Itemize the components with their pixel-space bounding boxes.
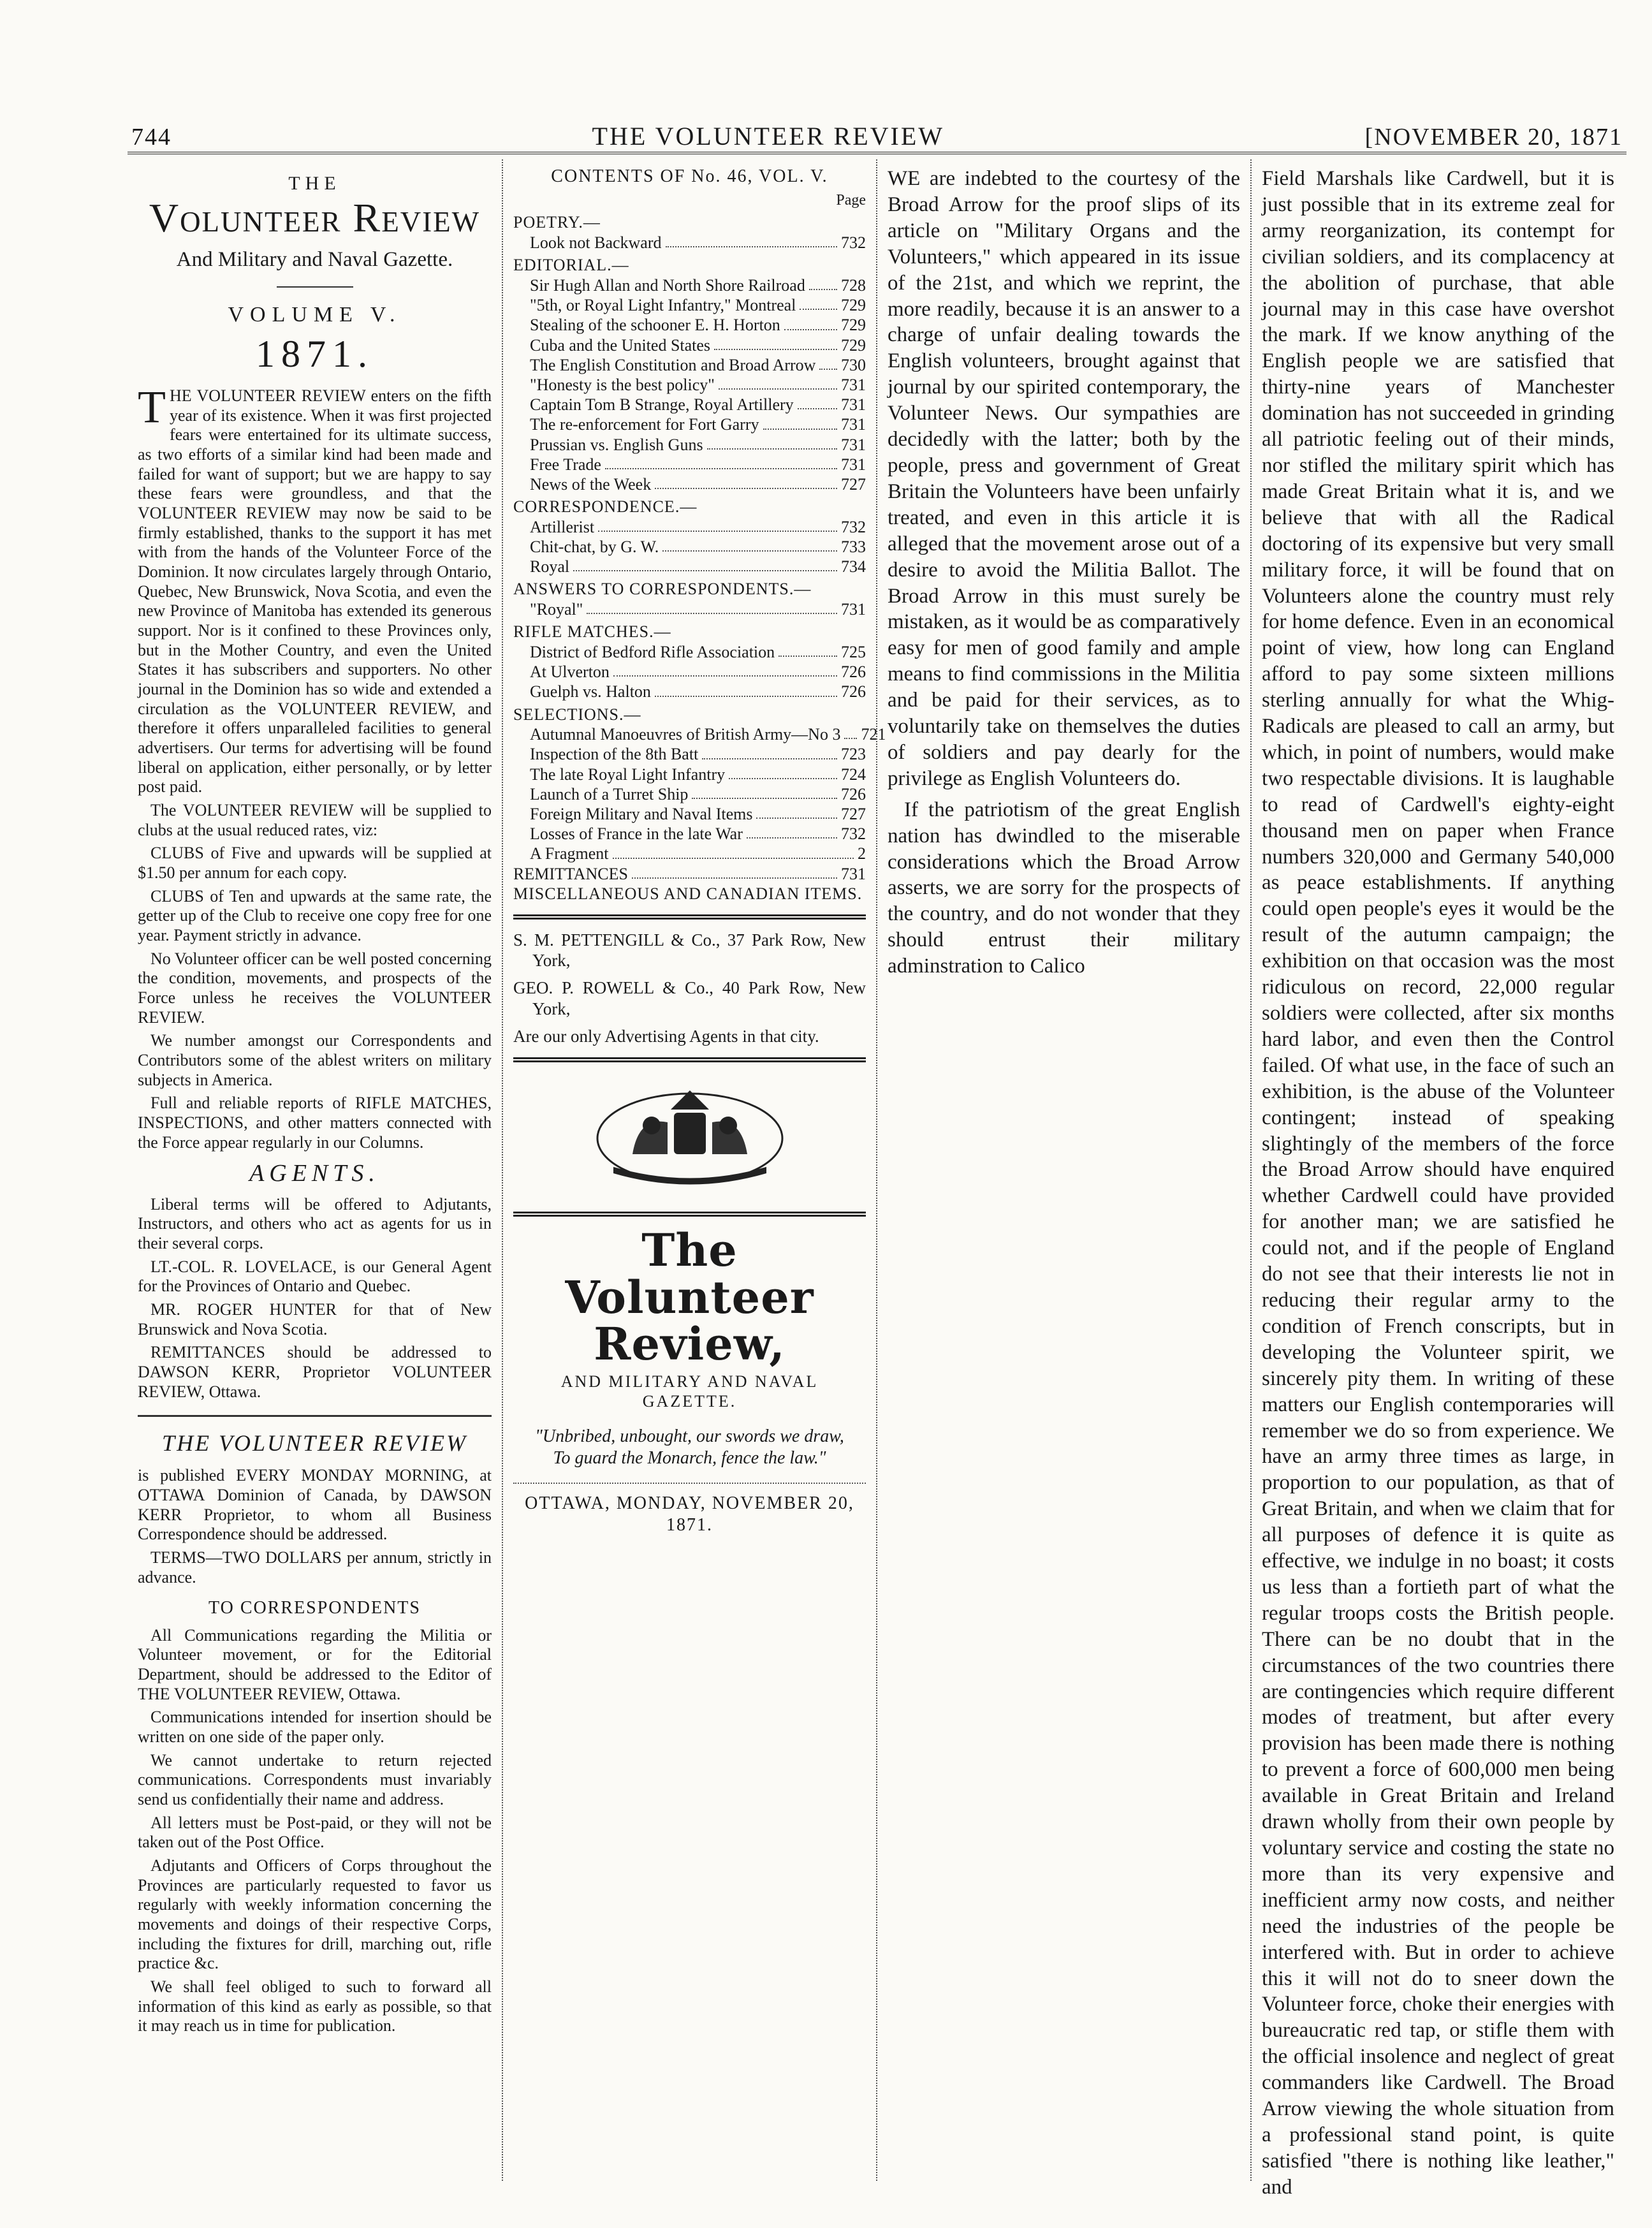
- to-correspondents-block: [138, 1626, 492, 2036]
- contents-entry: [513, 435, 866, 455]
- motto-line: To guard the Monarch, fence the law.": [553, 1447, 826, 1468]
- contents-entry: [513, 375, 866, 395]
- divider: [513, 1057, 866, 1062]
- contents-entry: [513, 474, 866, 494]
- contents-entry: [513, 824, 866, 844]
- correspondents-note: All Communications regarding the Militia or Volunteer movement, or for the Editorial Department, should be addressed to the Editor of THE VOLUNTEER REVIEW, Ottawa.: [138, 1625, 492, 1703]
- contents-entry-title: The English Constitution and Broad Arrow: [530, 355, 816, 374]
- contents-entry-title: A Fragment: [530, 844, 609, 863]
- contents-entry: [513, 682, 866, 701]
- contents-entry-title: Foreign Military and Naval Items: [530, 805, 753, 824]
- table-of-contents: [513, 191, 886, 904]
- contents-entry-page: 727: [841, 805, 866, 824]
- contents-entry-page: 729: [841, 335, 866, 355]
- ad-agent-rowell: GEO. P. ROWELL & Co., 40 Park Row, New York,: [513, 978, 866, 1019]
- contents-entry-page: 732: [841, 233, 866, 253]
- leader-dots: [655, 682, 837, 696]
- publication-block: [138, 1466, 492, 1587]
- column-3: [876, 159, 1250, 2181]
- agents-block: [138, 1195, 492, 1402]
- contents-entry-page: 723: [841, 745, 866, 764]
- contents-section-heading: CORRESPONDENCE.—: [513, 497, 698, 517]
- contents-entry-title: Captain Tom B Strange, Royal Artillery: [530, 395, 794, 414]
- leader-dots: [587, 599, 837, 614]
- leader-dots: [729, 765, 837, 779]
- contents-section-heading: SELECTIONS.—: [513, 705, 641, 724]
- contents-entry: [513, 455, 866, 474]
- contents-entry: [513, 599, 866, 619]
- contents-entry-title: Inspection of the 8th Batt: [530, 745, 699, 764]
- contents-entry-title: Prussian vs. English Guns: [530, 435, 703, 454]
- contents-entry-page: 731: [841, 395, 866, 414]
- editorial-title: The Volunteer Review,: [565, 1224, 814, 1371]
- running-title: THE VOLUNTEER REVIEW: [592, 122, 945, 150]
- divider: [513, 1212, 866, 1217]
- contents-entry-page: 725: [841, 643, 866, 662]
- correspondents-note: Communications intended for insertion should be written on one side of the paper only.: [138, 1708, 492, 1746]
- contents-section-heading: POETRY.—: [513, 213, 601, 232]
- contents-entry-title: Losses of France in the late War: [530, 825, 743, 844]
- leader-dots: [707, 435, 837, 450]
- contents-entry: [513, 804, 866, 824]
- contents-entry-page: 729: [841, 316, 866, 335]
- motto-line: "Unbribed, unbought, our swords we draw,: [535, 1426, 844, 1447]
- contents-entry-title: The re-enforcement for Fort Garry: [530, 415, 759, 434]
- to-correspondents-heading: TO CORRESPONDENTS: [208, 1598, 421, 1618]
- contents-entry-title: The late Royal Light Infantry: [530, 765, 726, 784]
- leader-dots: [778, 642, 837, 657]
- leader-dots: [819, 355, 837, 370]
- year-label: 1871.: [256, 332, 374, 375]
- masthead-subtitle: And Military and Naval Gazette.: [176, 247, 453, 271]
- officer-paragraph: No Volunteer officer can be well posted concerning the condition, movements, and prospects of the Force unless he receives the VOLUNTEER REVIEW.: [138, 949, 492, 1027]
- column-1: [128, 159, 502, 2181]
- contents-section-heading: ANSWERS TO CORRESPONDENTS.—: [513, 580, 812, 599]
- contents-entry-page: 731: [841, 864, 866, 883]
- contents-entry-title: Stealing of the schooner E. H. Horton: [530, 316, 780, 335]
- contents-entry-title: Sir Hugh Allan and North Shore Railroad: [530, 276, 805, 295]
- dateline: OTTAWA, MONDAY, NOVEMBER 20, 1871.: [513, 1483, 866, 1536]
- leader-dots: [809, 275, 837, 290]
- leader-dots: [702, 744, 837, 759]
- divider: [277, 286, 353, 288]
- contents-entry-page: 726: [841, 784, 866, 803]
- leader-dots: [763, 414, 838, 429]
- contents-entry-page: 731: [841, 375, 866, 394]
- leader-dots: [613, 844, 854, 858]
- contents-entry: [513, 275, 866, 295]
- terms-paragraph: TERMS—TWO DOLLARS per annum, strictly in advance.: [138, 1548, 492, 1587]
- contents-entry-title: Launch of a Turret Ship: [530, 784, 689, 803]
- contents-section-heading: RIFLE MATCHES.—: [513, 622, 671, 641]
- editorial-paragraph: WE are indebted to the courtesy of the Broad Arrow for the proof slips of its article on "Military Organs and the Volunteers," which appeared in its issue of the 21st, and which we reprint, the more readily, because it is an answer to a charge of unfair dealing towards the English volunteers, brought against that journal by our spirited contemporary, the Volunteer News. Our sympathies are decidedly with the latter; both by the people, press and government of Great Britain the Volunteers have been unfairly treated, and even in this article it is alleged that the movement arose out of a desire to avoid the Militia Ballot. The Broad Arrow in this must surely be mistaken, as it would be as comparatively easy for men of good family and ample means to find commissions in the Militia and be paid for their services, as to voluntarily take on themselves the duties of soldiers and pay dearly for the privilege as English Volunteers do.: [888, 167, 1240, 790]
- contents-entry-page: 732: [841, 825, 866, 844]
- contents-entry-page: 731: [841, 600, 866, 619]
- motto: [520, 1426, 859, 1469]
- contents-page-label: Page: [836, 192, 866, 209]
- correspondents-paragraph: We number amongst our Correspondents and Contributors some of the ablest writers on military subjects in America.: [138, 1031, 492, 1089]
- contents-entry-title: At Ulverton: [530, 663, 610, 682]
- contents-entry-title: Free Trade: [530, 455, 601, 474]
- contents-entry: [513, 355, 866, 375]
- contents-entry-title: Guelph vs. Halton: [530, 682, 651, 701]
- masthead-title: Volunteer Review: [149, 194, 481, 240]
- agents-heading: AGENTS.: [249, 1160, 380, 1187]
- volume-label: VOLUME V.: [228, 303, 402, 327]
- contents-entry: [513, 395, 866, 414]
- column-4: [1250, 159, 1625, 2199]
- leader-dots: [784, 315, 837, 330]
- contents-entry-title: REMITTANCES: [513, 864, 628, 883]
- correspondents-note: We shall feel obliged to such to forward all information of this kind as early as possible, so that it may reach us in time for publication.: [138, 1977, 492, 2035]
- leader-dots: [666, 233, 837, 247]
- contents-entry: [513, 537, 866, 557]
- leader-dots: [632, 864, 837, 879]
- lovelace-paragraph: LT.-COL. R. LOVELACE, is our General Agent for the Provinces of Ontario and Quebec.: [138, 1257, 492, 1296]
- ad-agent-pettengill: S. M. PETTENGILL & Co., 37 Park Row, New York,: [513, 930, 866, 971]
- coat-of-arms-icon: [594, 1078, 786, 1192]
- contents-entry-title: Chit-chat, by G. W.: [530, 538, 659, 557]
- contents-entry: [513, 662, 866, 682]
- columns: [128, 159, 1626, 2199]
- correspondents-note: Adjutants and Officers of Corps throughout the Provinces are particularly requested to favor us regularly with weekly information concerning the movements and doings of their respective Corps, including the fixtures for drill, marching out, rifle practice &c.: [138, 1856, 492, 1973]
- contents-entry: [513, 233, 866, 253]
- intro-block: [138, 381, 492, 1153]
- contents-misc: MISCELLANEOUS AND CANADIAN ITEMS.: [513, 884, 863, 903]
- contents-entry-page: 731: [841, 415, 866, 434]
- column-2: [502, 159, 886, 2181]
- contents-entry: [513, 864, 866, 884]
- correspondents-note: We cannot undertake to return rejected communications. Correspondents must invariably send us confidentially their name and address.: [138, 1750, 492, 1808]
- contents-entry-title: "Royal": [530, 600, 583, 619]
- contents-entry-page: 726: [841, 663, 866, 682]
- contents-entry-page: 733: [841, 538, 866, 557]
- contents-section-heading: EDITORIAL.—: [513, 256, 629, 275]
- contents-entry-title: Autumnal Manoeuvres of British Army—No 3: [530, 725, 841, 744]
- leader-dots: [573, 557, 837, 571]
- leader-dots: [747, 824, 837, 839]
- contents-entry-page: 728: [841, 276, 866, 295]
- contents-entry-page: 724: [841, 765, 866, 784]
- club-ten-paragraph: CLUBS of Ten and upwards at the same rate, the getter up of the Club to receive one copy free for one year. Payment strictly in advance.: [138, 886, 492, 945]
- leader-dots: [662, 537, 837, 552]
- remittances-paragraph: REMITTANCES should be addressed to DAWSON KERR, Proprietor VOLUNTEER REVIEW, Ottawa.: [138, 1343, 492, 1401]
- leader-dots: [714, 335, 837, 350]
- contents-entry-title: "5th, or Royal Light Infantry," Montreal: [530, 296, 796, 315]
- contents-entry: [513, 765, 866, 784]
- publication-paragraph: is published EVERY MONDAY MORNING, at OTTAWA Dominion of Canada, by DAWSON KERR Proprietor, to whom all Business Correspondence should be addressed.: [138, 1466, 492, 1544]
- contents-entry: [513, 295, 866, 315]
- leader-dots: [655, 474, 837, 489]
- contents-entry-title: Cuba and the United States: [530, 335, 711, 355]
- leader-dots: [692, 784, 837, 799]
- leader-dots: [605, 455, 837, 469]
- contents-entry-page: 731: [841, 435, 866, 454]
- reports-paragraph: Full and reliable reports of RIFLE MATCHES, INSPECTIONS, and other matters connected with the Force appear regularly in our Columns.: [138, 1094, 492, 1152]
- contents-entry-title: Artillerist: [530, 517, 595, 536]
- contents-entry-page: 2: [858, 844, 866, 863]
- contents-entry: [513, 335, 866, 355]
- correspondents-note: All letters must be Post-paid, or they will not be taken out of the Post Office.: [138, 1813, 492, 1852]
- contents-entry-page: 721: [861, 725, 886, 744]
- editorial-subtitle: AND MILITARY AND NAVAL GAZETTE.: [560, 1372, 819, 1411]
- divider: [138, 1415, 492, 1417]
- contents-entry-page: 734: [841, 557, 866, 576]
- contents-entry-page: 732: [841, 517, 866, 536]
- contents-entry-page: 729: [841, 296, 866, 315]
- ad-agents-note: Are our only Advertising Agents in that city.: [513, 1027, 819, 1046]
- club-five-paragraph: CLUBS of Five and upwards will be supplied at $1.50 per annum for each copy.: [138, 844, 492, 883]
- leader-dots: [598, 517, 837, 532]
- contents-entry: [513, 315, 866, 335]
- intro-paragraph: THE VOLUNTEER REVIEW enters on the fifth year of its existence. When it was first projected fears were entertained for its ultimate success, as two efforts of a similar kind had been made and failed for want of support; but we are happy to say these fears were groundless, and that the VOLUNTEER REVIEW may now be said to be firmly established, thanks to the support it has met with from the hands of the Volunteer Force of the Dominion. It now circulates largely through Ontario, Quebec, New Brunswick, Nova Scotia, and even the new Province of Manitoba has extended its generous support. Nor is it confined to these Provinces only, but in the Mother Country, and even the United States it has subscribers and supporters. No other journal in the Dominion has so wide and extended a circulation as the VOLUNTEER REVIEW, and therefore it offers unparalleled facilities to general advertisers. Our terms for advertising will be found liberal on application, either personally, or by letter post paid.: [138, 381, 492, 796]
- divider: [513, 914, 866, 920]
- masthead-the: THE: [288, 173, 341, 194]
- contents-entry-title: Royal: [530, 557, 570, 576]
- leader-dots: [798, 395, 837, 409]
- editorial-paragraph: If the patriotism of the great English nation has dwindled to the miserable considerations which the Broad Arrow asserts, we are sorry for the prospects of the country, and do not wonder that they should entrust their military adminstration to Calico: [888, 798, 1240, 978]
- agents-paragraph: Liberal terms will be offered to Adjutants, Instructors, and others who act as agents for us in their several corps.: [138, 1194, 492, 1253]
- contents-entry-title: "Honesty is the best policy": [530, 375, 715, 394]
- leader-dots: [719, 375, 837, 390]
- leader-dots: [800, 295, 837, 310]
- leader-dots: [756, 804, 837, 819]
- contents-entry: [513, 784, 866, 804]
- page-number: 744: [131, 124, 172, 150]
- contents-entry: [513, 642, 866, 662]
- leader-dots: [844, 724, 857, 739]
- contents-entry-page: 731: [841, 455, 866, 474]
- contents-entry: [513, 724, 886, 744]
- contents-entry-title: District of Bedford Rifle Association: [530, 643, 775, 662]
- leader-dots: [613, 662, 837, 677]
- publication-heading: THE VOLUNTEER REVIEW: [162, 1430, 467, 1456]
- editorial-paragraph: Field Marshals like Cardwell, but it is just possible that in its extreme zeal for army reorganization, its contempt for civilian soldiers, and its complacency at the abolition of purchase, that able journal may in this case have overshot the mark. If we know anything of the English people we are satisfied that thirty-nine years of Manchester domination has not succeeded in grinding all patriotic feeling out of their minds, nor stifled the military spirit which has made Great Britain what it is, and we believe that with all the Radical doctoring of its expensive but very small military force, it will be found that on Volunteers alone the country must rely for home defence. Even in an economical point of view, how long can England afford to pay some sixteen millions sterling annually for what the Whig-Radicals are pleased to call an army, but which, in point of numbers, would make two respectable divisions. It is laughable to read of Cardwell's eighty-eight thousand men on paper when France numbers 320,000 and Germany 540,000 as peace establishments. If anything could open people's eyes it would be the result of the autumn campaign; the exhibition on that occasion was the most ridiculous on record, 22,000 regular soldiers were collected, after six months hard labor, and even then the Control failed. Of what use, in the face of such an exhibition, is the abuse of the Volunteer contingent; instead of speaking slightingly of the members of the force the Broad Arrow should have enquired whether Cardwell could have provided for another man; we are satisfied he could not, and if the people of England do not see that their interests lie not in reducing their regular army to the condition of French conscripts, but in developing the Volunteer spirit, we sincerely pity them. In writing of these matters our English contemporaries will remember we do so from experience. We have an army three times as large, in proportion to our population, as that of Great Britain, and when we claim that for all purposes of defence it is quite as effective, we indulge in no boast; it costs us less than a fortieth part of what the regular troops costs the British people. There can be no doubt that in the circumstances of the two countries there are contingencies which require different modes of treatment, but after every provision has been made there is nothing to prevent a force of 600,000 men being available in Great Britain and Ireland drawn wholly from their own people by voluntary service and costing the state no more than its very expensive and inefficient army now costs, and neither need the industries of the people be interfered with. But in order to achieve this it will not do to sneer down the Volunteer force, choke their energies with bureaucratic red tap, or stifle them with the official insolence and neglect of great commanders like Cardwell. The Broad Arrow viewing the whole situation from a professional stand point, is quite satisfied "there is nothing like leather," and: [1262, 167, 1614, 2199]
- royal-coat-of-arms-emblem: [513, 1078, 866, 1192]
- contents-entry-title: News of the Week: [530, 474, 652, 494]
- contents-entry: [513, 414, 866, 434]
- clubs-paragraph: The VOLUNTEER REVIEW will be supplied to clubs at the usual reduced rates, viz:: [138, 801, 492, 839]
- running-head: [128, 121, 1626, 154]
- contents-entry-title: Look not Backward: [530, 233, 662, 253]
- hunter-paragraph: MR. ROGER HUNTER for that of New Brunswick and Nova Scotia.: [138, 1300, 492, 1338]
- contents-entry-page: 727: [841, 474, 866, 494]
- contents-entry-page: 730: [841, 355, 866, 374]
- contents-entry: [513, 557, 866, 576]
- contents-entry: [513, 744, 866, 764]
- contents-entry: [513, 517, 866, 537]
- contents-heading: CONTENTS OF No. 46, VOL. V.: [551, 166, 828, 186]
- issue-date: [NOVEMBER 20, 1871: [1364, 124, 1623, 150]
- contents-entry: [513, 844, 866, 863]
- contents-entry-page: 726: [841, 682, 866, 701]
